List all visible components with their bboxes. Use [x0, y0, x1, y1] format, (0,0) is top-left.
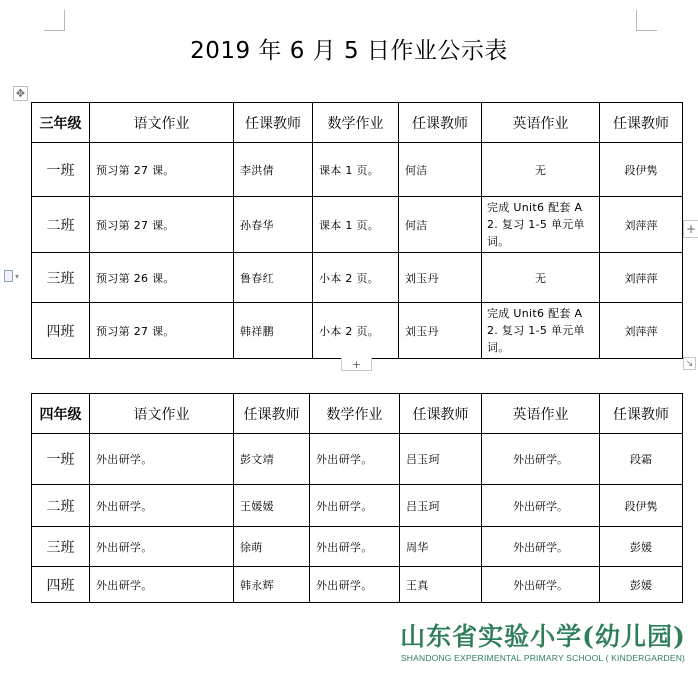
table-row	[32, 253, 683, 303]
page-corner-mark-top-left	[44, 10, 65, 31]
table-row	[32, 197, 683, 253]
math-homework: 外出研学。	[310, 434, 400, 485]
english-teacher: 彭媛	[600, 567, 683, 603]
math-teacher: 吕玉珂	[400, 485, 482, 527]
english-teacher-header: 任课教师	[600, 103, 683, 143]
chinese-homework-header: 语文作业	[90, 394, 234, 434]
english-homework: 无	[482, 143, 600, 197]
chinese-homework: 预习第 27 课。	[90, 143, 234, 197]
table-row	[32, 567, 683, 603]
chinese-teacher: 韩永辉	[234, 567, 310, 603]
school-name-cn: 山东省实验小学(幼儿园)	[400, 622, 686, 651]
math-homework: 小本 2 页。	[313, 303, 399, 359]
english-teacher: 段伊隽	[600, 143, 683, 197]
page-icon	[4, 270, 13, 282]
math-teacher: 何洁	[399, 143, 482, 197]
grade-4-homework-table	[31, 393, 683, 603]
math-homework: 小本 2 页。	[313, 253, 399, 303]
chinese-homework-header: 语文作业	[90, 103, 234, 143]
chinese-teacher: 孙春华	[234, 197, 313, 253]
english-homework: 外出研学。	[482, 485, 600, 527]
math-teacher-header: 任课教师	[400, 394, 482, 434]
english-homework: 完成 Unit6 配套 A 2. 复习 1-5 单元单词。	[482, 303, 600, 359]
english-homework-header: 英语作业	[482, 394, 600, 434]
math-teacher: 周华	[400, 527, 482, 567]
math-homework: 课本 1 页。	[313, 143, 399, 197]
table-move-handle-icon[interactable]: ✥	[13, 86, 28, 101]
math-teacher: 吕玉珂	[400, 434, 482, 485]
chinese-homework: 预习第 27 课。	[90, 303, 234, 359]
table-row	[32, 527, 683, 567]
chinese-teacher: 彭文靖	[234, 434, 310, 485]
table-resize-handle-icon[interactable]: ↘	[683, 357, 696, 370]
math-homework-header: 数学作业	[313, 103, 399, 143]
english-teacher: 刘萍萍	[600, 303, 683, 359]
class-name: 四班	[32, 567, 90, 603]
table-row	[32, 485, 683, 527]
math-homework: 课本 1 页。	[313, 197, 399, 253]
english-homework: 外出研学。	[482, 434, 600, 485]
chinese-homework: 外出研学。	[90, 434, 234, 485]
math-teacher-header: 任课教师	[399, 103, 482, 143]
math-homework: 外出研学。	[310, 485, 400, 527]
class-name: 一班	[32, 143, 90, 197]
grade-3-homework-table	[31, 102, 683, 359]
chinese-teacher: 鲁春红	[234, 253, 313, 303]
table-header-row	[32, 394, 683, 434]
school-logo-watermark	[397, 621, 689, 664]
chinese-homework: 外出研学。	[90, 527, 234, 567]
grade-header: 四年级	[32, 394, 90, 434]
page-corner-mark-top-right	[636, 10, 657, 31]
math-homework: 外出研学。	[310, 567, 400, 603]
english-teacher: 段伊隽	[600, 485, 683, 527]
english-homework: 外出研学。	[482, 527, 600, 567]
chinese-teacher: 徐萌	[234, 527, 310, 567]
school-name-en: SHANDONG EXPERIMENTAL PRIMARY SCHOOL ( KINDERGARDEN)	[400, 653, 686, 663]
english-teacher-header: 任课教师	[600, 394, 683, 434]
class-name: 二班	[32, 485, 90, 527]
add-column-button[interactable]: +	[683, 220, 698, 238]
chinese-teacher-header: 任课教师	[234, 394, 310, 434]
english-homework: 完成 Unit6 配套 A 2. 复习 1-5 单元单词。	[482, 197, 600, 253]
table-row	[32, 303, 683, 359]
chevron-down-icon: ▾	[15, 271, 20, 281]
document-title: 2019 年 6 月 5 日作业公示表	[190, 38, 508, 64]
english-teacher: 刘萍萍	[600, 197, 683, 253]
english-teacher: 段霜	[600, 434, 683, 485]
class-name: 三班	[32, 527, 90, 567]
math-teacher: 刘玉丹	[399, 303, 482, 359]
add-row-button[interactable]: +	[341, 358, 372, 371]
math-homework: 外出研学。	[310, 527, 400, 567]
table-row	[32, 143, 683, 197]
chinese-homework: 外出研学。	[90, 567, 234, 603]
chinese-homework: 预习第 27 课。	[90, 197, 234, 253]
chinese-homework: 外出研学。	[90, 485, 234, 527]
chinese-teacher-header: 任课教师	[234, 103, 313, 143]
english-homework: 无	[482, 253, 600, 303]
english-teacher: 刘萍萍	[600, 253, 683, 303]
table-row	[32, 434, 683, 485]
english-homework-header: 英语作业	[482, 103, 600, 143]
math-teacher: 何洁	[399, 197, 482, 253]
class-name: 一班	[32, 434, 90, 485]
math-homework-header: 数学作业	[310, 394, 400, 434]
chinese-teacher: 李洪倩	[234, 143, 313, 197]
english-teacher: 彭媛	[600, 527, 683, 567]
chinese-teacher: 王媛媛	[234, 485, 310, 527]
math-teacher: 王真	[400, 567, 482, 603]
class-name: 二班	[32, 197, 90, 253]
chinese-homework: 预习第 26 课。	[90, 253, 234, 303]
grade-header: 三年级	[32, 103, 90, 143]
document-outline-icon[interactable]	[4, 268, 26, 284]
table-header-row	[32, 103, 683, 143]
math-teacher: 刘玉丹	[399, 253, 482, 303]
english-homework: 外出研学。	[482, 567, 600, 603]
class-name: 四班	[32, 303, 90, 359]
chinese-teacher: 韩祥鹏	[234, 303, 313, 359]
class-name: 三班	[32, 253, 90, 303]
